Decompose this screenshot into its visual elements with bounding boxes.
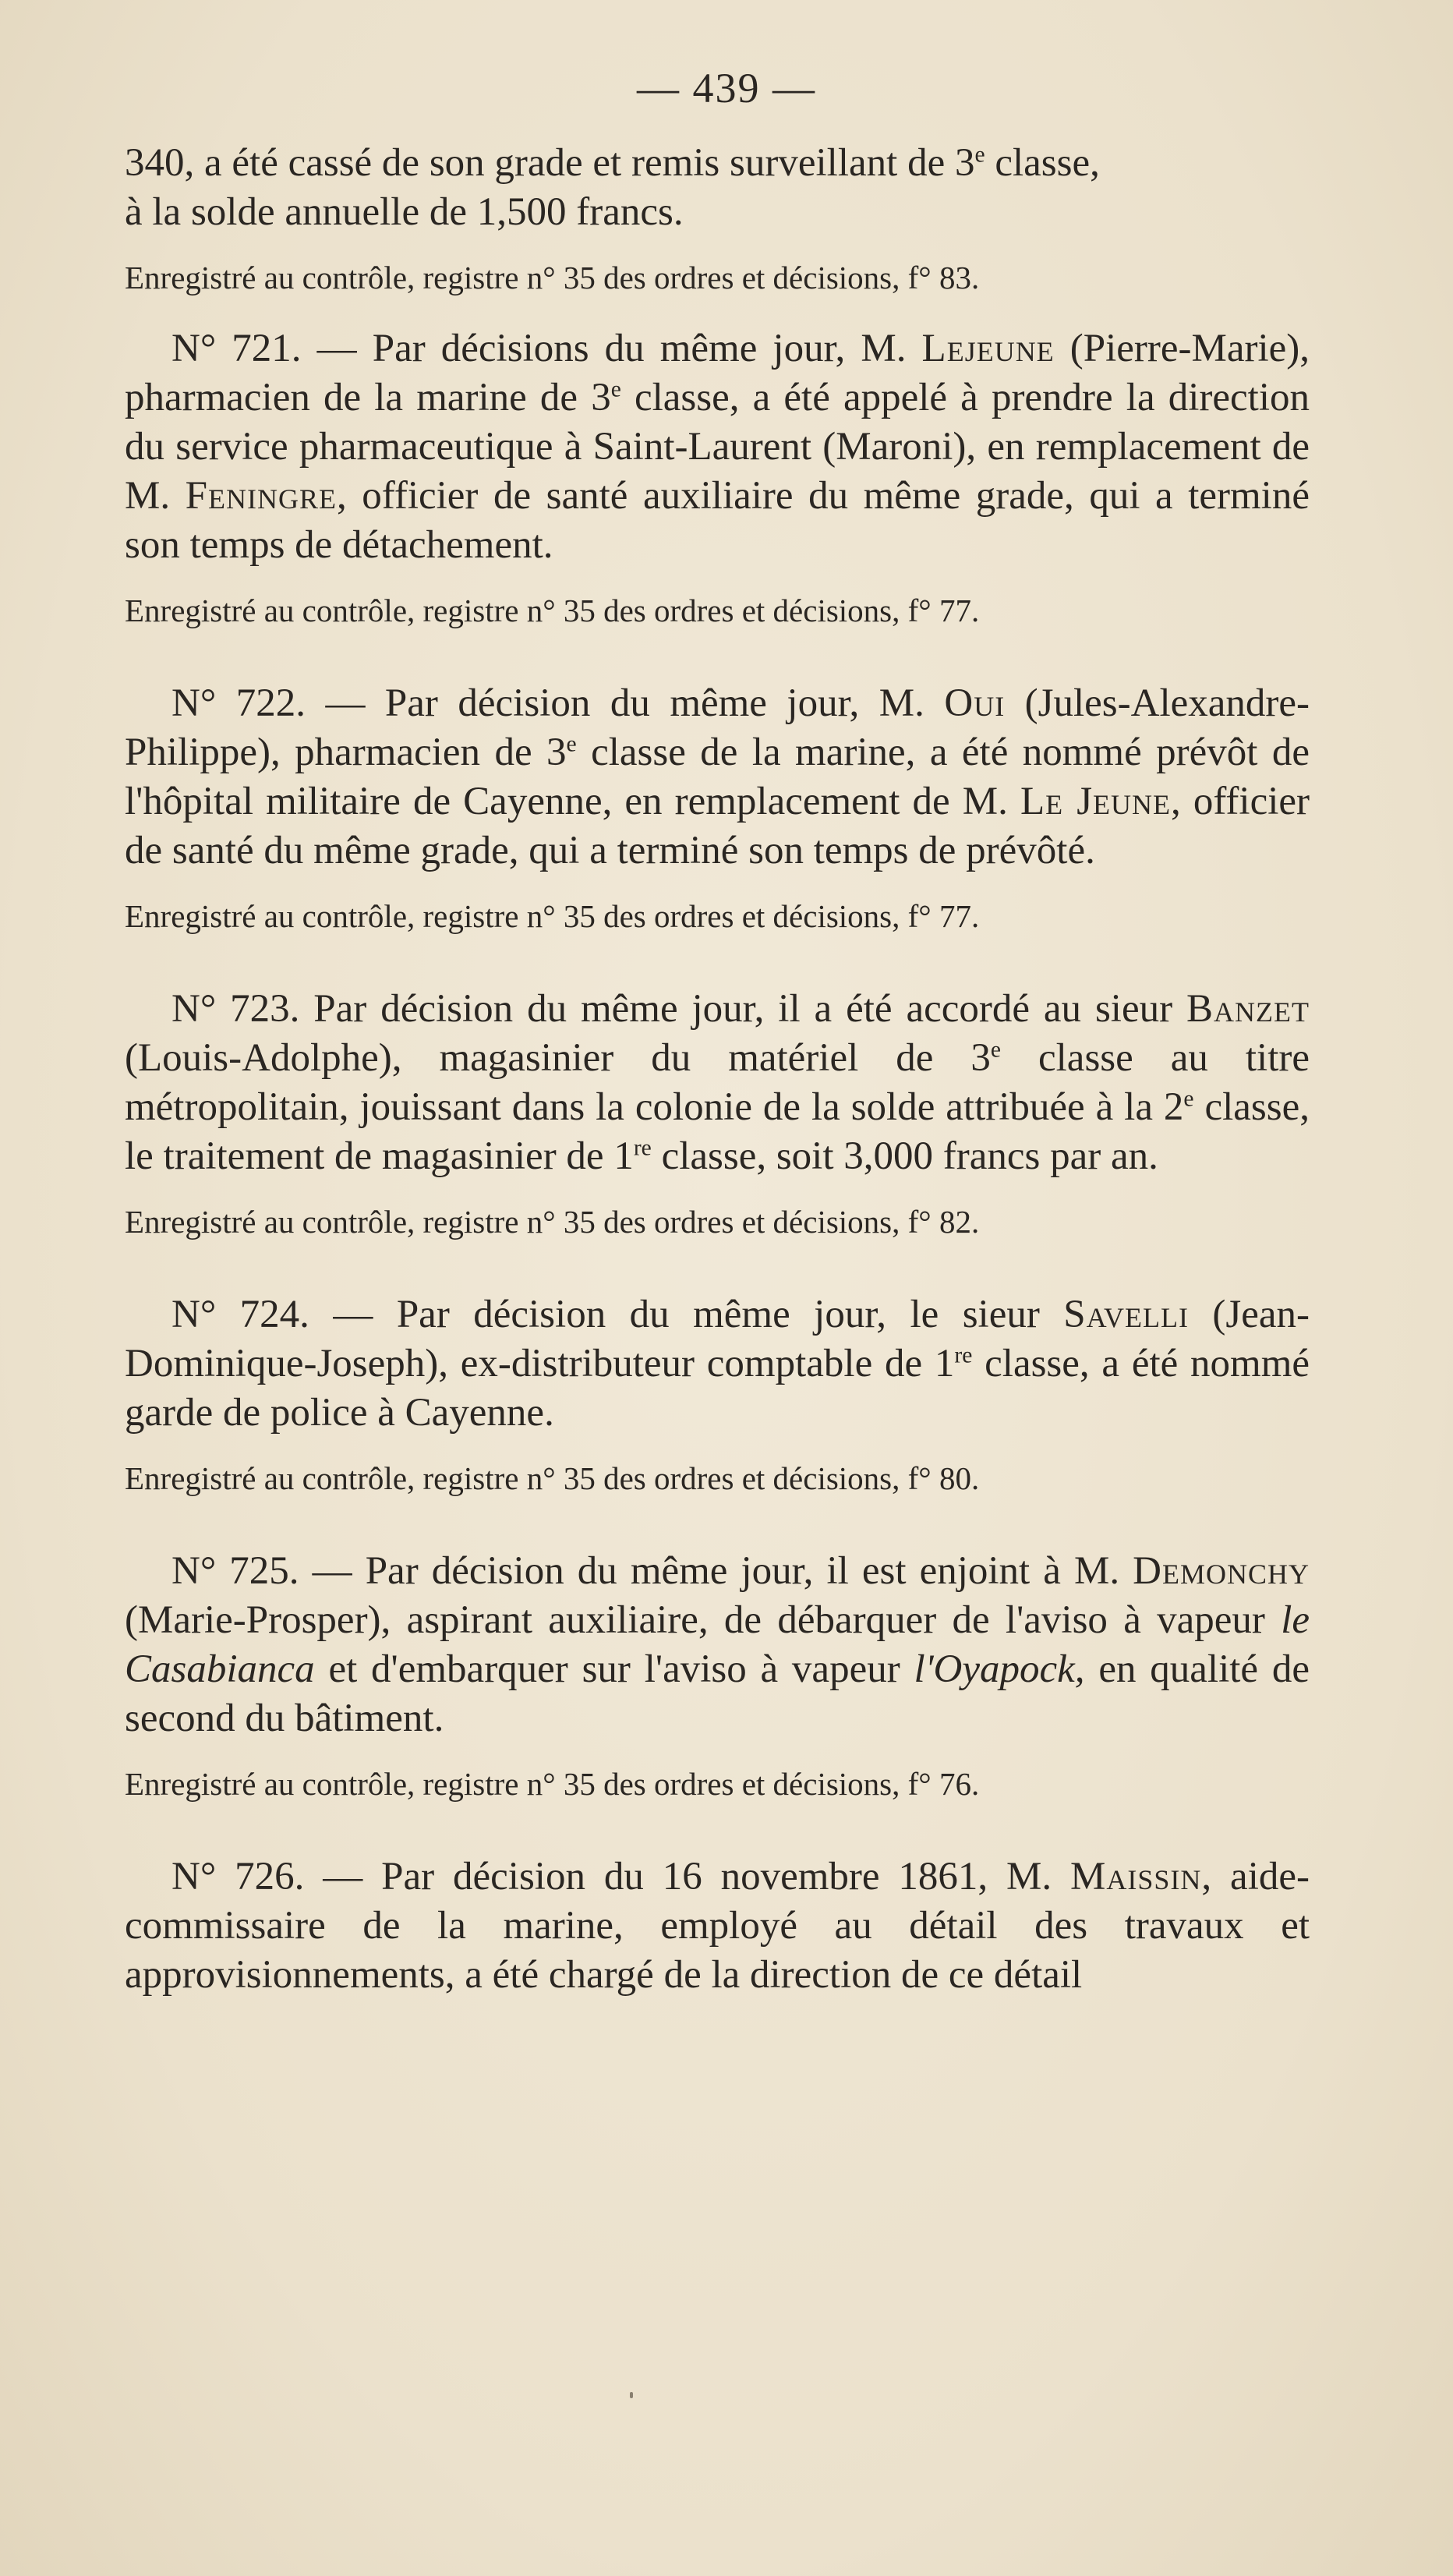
ship-name: l'Oyapock, — [914, 1647, 1085, 1691]
entry-721 — [125, 324, 1310, 631]
person-name: Demonchy — [1133, 1549, 1310, 1593]
entry-724 — [125, 1290, 1310, 1499]
person-name: Lejeune — [921, 327, 1055, 370]
register-note: Enregistré au contrôle, registre n° 35 des ordres et décisions, f° 82. — [125, 1204, 980, 1240]
person-name: Feningre — [185, 474, 337, 518]
register-note: Enregistré au contrôle, registre n° 35 des ordres et décisions, f° 77. — [125, 898, 980, 934]
entry-number: N° 723. — [171, 987, 300, 1031]
entry-722 — [125, 679, 1310, 936]
entry-number: N° 726. — — [171, 1855, 363, 1898]
person-name: Maissin — [1070, 1855, 1202, 1898]
entry-725 — [125, 1547, 1310, 1804]
entry-paragraph: N° 724. — Par décision du même jour, le sieur Savelli (Jean-Dominique-Joseph), ex-distributeur comptable de 1re classe, a été nommé garde de police à Cayenne. — [125, 1293, 1310, 1435]
intro-entry — [125, 139, 1310, 298]
entry-number: N° 721. — — [171, 327, 357, 370]
entry-paragraph: N° 722. — Par décision du même jour, M. Oui (Jules-Alexandre-Philippe), pharmacien de 3e classe de la marine, a été nommé prévôt de l'hôpital militaire de Cayenne, en remplacement de M. Le Jeune, officier de santé du même grade, qui a terminé son temps de prévôté. — [125, 681, 1310, 872]
text-body — [125, 139, 1310, 2000]
entry-paragraph: N° 721. — Par décisions du même jour, M. Lejeune (Pierre-Marie), pharmacien de la marine de 3e classe, a été appelé à prendre la direction du service pharmaceutique à Saint-Laurent (Maroni), en remplacement de M. Feningre, officier de santé auxiliaire du même grade, qui a terminé son temps de détachement. — [125, 327, 1310, 567]
entry-number: N° 724. — — [171, 1293, 373, 1336]
entry-paragraph: N° 723. Par décision du même jour, il a été accordé au sieur Banzet (Louis-Adolphe), magasinier du matériel de 3e classe au titre métropolitain, jouissant dans la colonie de la solde attribuée à la 2e classe, le traitement de magasinier de 1re classe, soit 3,000 francs par an. — [125, 987, 1310, 1178]
entry-number: N° 725. — — [171, 1549, 352, 1593]
register-note: Enregistré au contrôle, registre n° 35 des ordres et décisions, f° 80. — [125, 1460, 980, 1496]
person-name: Oui — [944, 681, 1006, 725]
paper-speck — [630, 2392, 633, 2398]
entry-number: N° 722. — — [171, 681, 366, 725]
register-note: Enregistré au contrôle, registre n° 35 des ordres et décisions, f° 76. — [125, 1766, 980, 1802]
ship-name: le Casabianca — [125, 1598, 1310, 1691]
entry-726 — [125, 1852, 1310, 2000]
person-name: Banzet — [1186, 987, 1310, 1031]
intro-paragraph: 340, a été cassé de son grade et remis surveillant de 3e classe, à la solde annuelle de 1,500 francs. — [125, 141, 1100, 234]
entry-paragraph: N° 725. — Par décision du même jour, il est enjoint à M. Demonchy (Marie-Prosper), aspirant auxiliaire, de débarquer de l'aviso à vapeur le Casabianca et d'embarquer sur l'aviso à vapeur l'Oyapock, en qualité de second du bâtiment. — [125, 1549, 1310, 1740]
person-name: Savelli — [1063, 1293, 1189, 1336]
page-number: — 439 — — [637, 65, 816, 111]
register-note: Enregistré au contrôle, registre n° 35 des ordres et décisions, f° 83. — [125, 260, 980, 295]
person-name: Le Jeune — [1020, 780, 1172, 823]
entry-paragraph: N° 726. — Par décision du 16 novembre 1861, M. Maissin, aide-commissaire de la marine, employé au détail des travaux et approvisionnements, a été chargé de la direction de ce détail — [125, 1855, 1310, 1997]
register-note: Enregistré au contrôle, registre n° 35 des ordres et décisions, f° 77. — [125, 593, 980, 628]
entry-723 — [125, 985, 1310, 1242]
